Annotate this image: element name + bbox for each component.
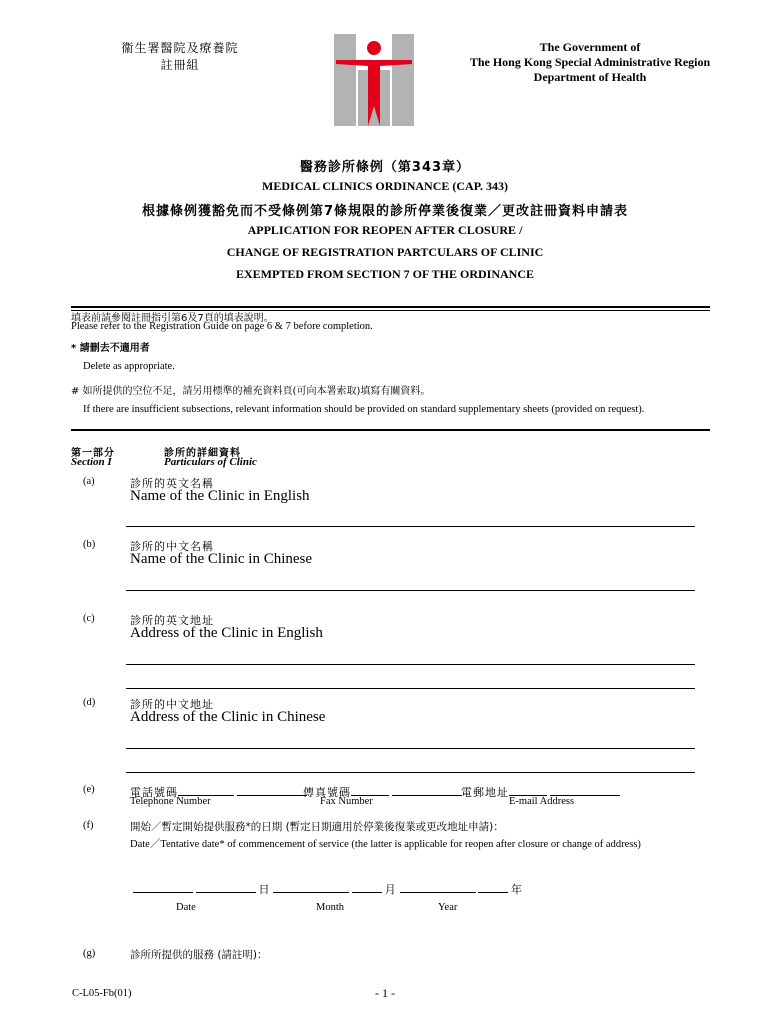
month-label: Month xyxy=(316,902,345,913)
item-c-label-en: Address of the Clinic in English xyxy=(130,625,323,641)
page-number: - 1 - xyxy=(375,986,395,1000)
divider-section xyxy=(71,429,710,431)
logo-icon xyxy=(334,34,414,126)
section-label-cn: 第一部分 xyxy=(71,448,115,459)
clinic-address-en-field-2[interactable] xyxy=(126,688,695,689)
instruction-star-en: Delete as appropriate. xyxy=(83,361,175,372)
date-entry-row xyxy=(133,880,523,897)
clinic-address-cn-field-2[interactable] xyxy=(126,772,695,773)
item-g-label-cn: 診所所提供的服務 (請註明)： xyxy=(130,949,268,961)
item-a-label-cn: 診所的英文名稱 xyxy=(130,477,214,490)
item-e-letter: (e) xyxy=(83,784,95,795)
title-en-line2: CHANGE OF REGISTRATION PARTCULARS OF CLINIC xyxy=(226,245,544,259)
instruction-cn-refer: 填表前請參閱註冊指引第6及7頁的填表說明。 xyxy=(71,313,274,324)
item-f-letter: (f) xyxy=(83,820,94,831)
section-title-en: Particulars of Clinic xyxy=(164,456,257,468)
day-field[interactable] xyxy=(133,880,193,893)
gov-line1: The Government of xyxy=(539,40,641,54)
item-f-label-cn: 開始／暫定開始提供服務*的日期 (暫定日期適用於停業後復業或更改地址申請)： xyxy=(130,821,504,833)
gov-line2: The Hong Kong Special Administrative Region xyxy=(469,55,711,69)
government-header xyxy=(430,40,750,85)
clinic-name-cn-field[interactable] xyxy=(126,590,695,591)
item-g-letter: (g) xyxy=(83,948,96,959)
instruction-en-refer: Please refer to the Registration Guide on page 6 & 7 before completion. xyxy=(71,321,373,332)
title-cn-application: 根據條例獲豁免而不受條例第7條規限的診所停業後復業／更改註冊資料申請表 xyxy=(141,204,629,219)
month-field[interactable] xyxy=(273,880,349,893)
item-b-label-cn: 診所的中文名稱 xyxy=(130,540,214,553)
day-field-2[interactable] xyxy=(196,880,256,893)
month-separator: 月 xyxy=(384,883,397,896)
email-field[interactable] xyxy=(509,783,547,796)
item-b-letter: (b) xyxy=(83,539,96,550)
year-field[interactable] xyxy=(400,880,476,893)
clinic-name-en-field[interactable] xyxy=(126,526,695,527)
telephone-field[interactable] xyxy=(178,783,234,796)
title-cn-ordinance: 醫務診所條例（第343章） xyxy=(299,160,471,175)
item-d-label-cn: 診所的中文地址 xyxy=(130,698,214,711)
fax-label-en: Fax Number xyxy=(320,796,373,807)
email-label-en: E-mail Address xyxy=(509,796,575,807)
instruction-hash-en: If there are insufficient subsections, relevant information should be provided on standard supplementary sheets (provided on request). xyxy=(83,404,645,415)
date-label: Date xyxy=(176,902,196,913)
instruction-hash-cn: # 如所提供的空位不足，請另用標準的補充資料頁(可向本署索取)填寫有關資料。 xyxy=(71,386,431,397)
item-d-letter: (d) xyxy=(83,697,96,708)
item-b-label-en: Name of the Clinic in Chinese xyxy=(130,551,313,567)
item-a-label-en: Name of the Clinic in English xyxy=(130,488,310,504)
section-title-cn: 診所的詳細資料 xyxy=(164,448,241,459)
gov-line3: Department of Health xyxy=(533,70,647,84)
office-name-cn-line1: 衞生署醫院及療養院 xyxy=(121,41,239,55)
fax-field-2[interactable] xyxy=(392,783,462,796)
title-en-line3: EXEMPTED FROM SECTION 7 OF THE ORDINANCE xyxy=(235,267,535,281)
form-code: C-L05-Fb(01) xyxy=(72,988,132,999)
email-label-cn: 電郵地址 xyxy=(461,786,509,799)
section-label-en: Section I xyxy=(71,456,112,468)
email-field-2[interactable] xyxy=(550,783,620,796)
office-name-cn-line2: 註冊組 xyxy=(160,58,200,72)
year-label: Year xyxy=(438,902,458,913)
item-c-label-cn: 診所的英文地址 xyxy=(130,614,214,627)
telephone-field-2[interactable] xyxy=(237,783,307,796)
item-f-label-en: Date／Tentative date* of commencement of service (the latter is applicable for reopen after closure or change of address) xyxy=(130,839,641,850)
fax-field[interactable] xyxy=(351,783,389,796)
instruction-star-cn: * 請刪去不適用者 xyxy=(71,343,150,354)
item-d-label-en: Address of the Clinic in Chinese xyxy=(130,709,326,725)
day-separator: 日 xyxy=(258,883,271,896)
month-field-2[interactable] xyxy=(352,880,382,893)
title-en-line1: APPLICATION FOR REOPEN AFTER CLOSURE / xyxy=(247,223,523,237)
item-a-letter: (a) xyxy=(83,476,95,487)
divider-top xyxy=(71,306,710,308)
item-c-letter: (c) xyxy=(83,613,95,624)
year-separator: 年 xyxy=(511,883,523,896)
year-field-2[interactable] xyxy=(478,880,508,893)
clinic-address-en-field-1[interactable] xyxy=(126,664,695,665)
telephone-label-cn: 電話號碼 xyxy=(130,786,178,799)
title-en-ordinance: MEDICAL CLINICS ORDINANCE (CAP. 343) xyxy=(262,179,508,193)
fax-label-cn: 傳真號碼 xyxy=(303,786,351,799)
department-of-health-logo xyxy=(334,34,414,131)
office-name-cn xyxy=(120,40,240,74)
clinic-address-cn-field-1[interactable] xyxy=(126,748,695,749)
telephone-label-en: Telephone Number xyxy=(130,796,211,807)
